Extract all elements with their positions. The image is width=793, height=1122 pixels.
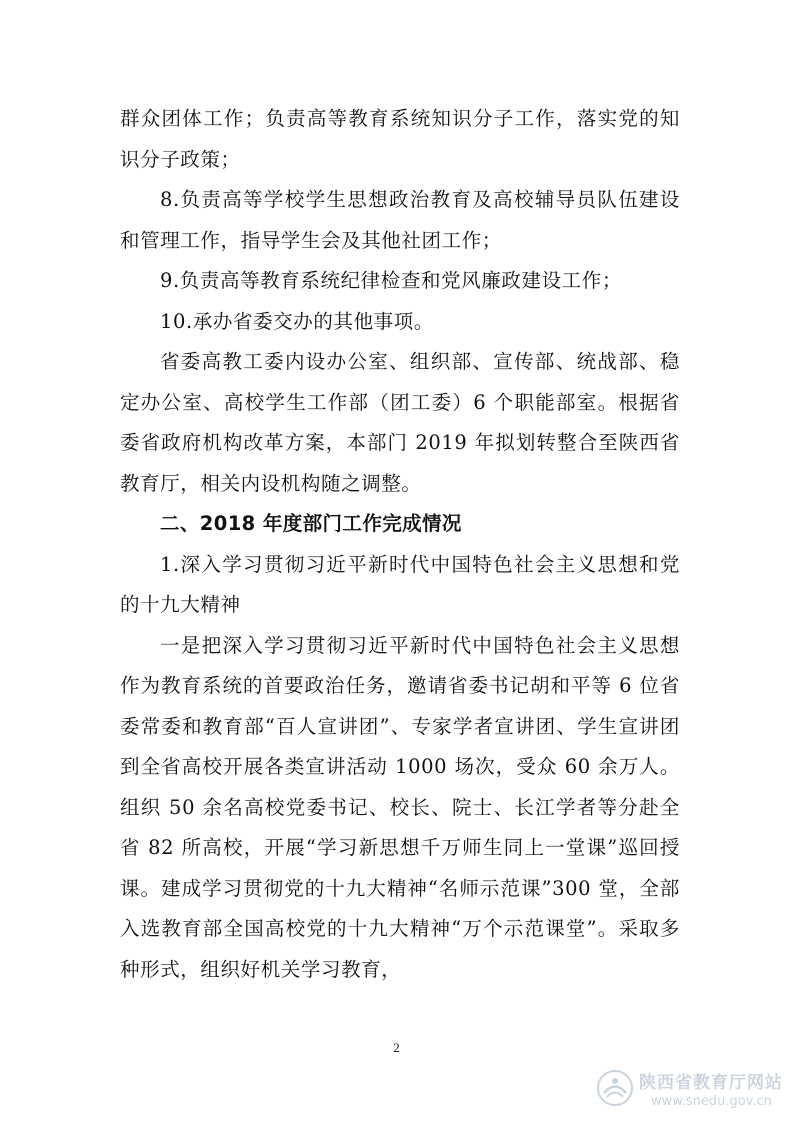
paragraph-subsection-1: 1.深入学习贯彻习近平新时代中国特色社会主义思想和党的十九大精神: [120, 552, 680, 616]
watermark-url: www.snedu.gov.cn: [651, 1094, 772, 1109]
section-heading: 二、2018 年度部门工作完成情况: [159, 512, 462, 535]
paragraph-item-8: 8.负责高等学校学生思想政治教育及高校辅导员队伍建设和管理工作，指导学生会及其他社团工作；: [120, 188, 680, 252]
site-watermark: [595, 1066, 785, 1116]
watermark-title: 陕西省教育厅网站: [639, 1073, 783, 1093]
page-number: 2: [393, 1040, 400, 1055]
paragraph-continuation: 群众团体工作；负责高等教育系统知识分子工作，落实党的知识分子政策；: [120, 107, 680, 171]
paragraph-item-9: 9.负责高等教育系统纪律检查和党风廉政建设工作；: [159, 269, 622, 292]
paragraph-first-point: 一是把深入学习贯彻习近平新时代中国特色社会主义思想作为教育系统的首要政治任务，邀请省委书记胡和平等 6 位省委常委和教育部“百人宣讲团”、专家学者宣讲团、学生宣讲团到全省高校开展各类宣讲活动 1000 场次，受众 60 余万人。组织 50 余名高校党委书记、校长、院士、长江学者等分赴全省 82 所高校，开展“学习新思想千万师生同上一堂课”巡回授课。建成学习贯彻党的十九大精神“名师示范课”300 堂，全部入选教育部全国高校党的十九大精神“万个示范课堂”。采取多种形式，组织好机关学习教育，: [120, 633, 680, 981]
paragraph-departments: 省委高教工委内设办公室、组织部、宣传部、统战部、稳定办公室、高校学生工作部（团工委）6 个职能部室。根据省委省政府机构改革方案，本部门 2019 年拟划转整合至陕西省教育厅，相关内设机构随之调整。: [120, 350, 680, 495]
document-body: [120, 99, 680, 990]
education-logo-icon: [595, 1068, 635, 1108]
paragraph-item-10: 10.承办省委交办的其他事项。: [159, 309, 434, 333]
